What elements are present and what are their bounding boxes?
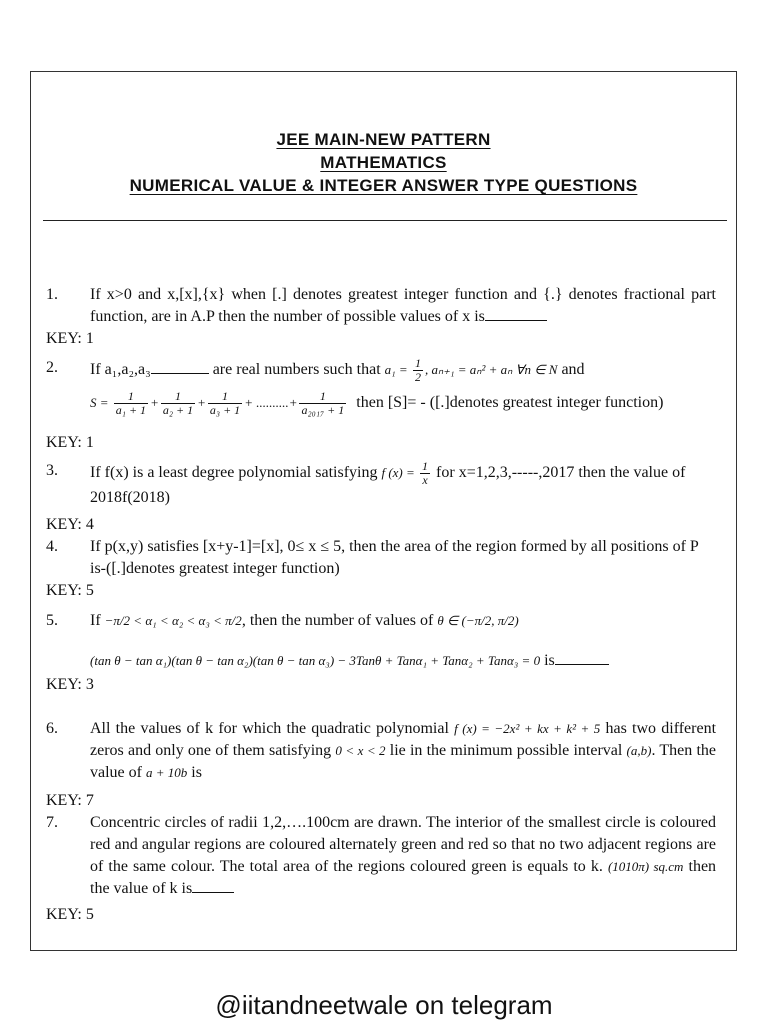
answer-blank bbox=[192, 892, 234, 893]
answer-key-3: KEY: 4 bbox=[46, 516, 94, 533]
answer-blank bbox=[555, 664, 609, 665]
formula: a₁ = bbox=[384, 362, 411, 378]
page-frame bbox=[30, 71, 737, 951]
formula: 0 < x < 2 bbox=[335, 743, 386, 758]
fraction-numerator: 1 bbox=[422, 459, 429, 473]
question-text: , then the number of values of bbox=[241, 612, 434, 629]
question-text: has two different zeros and only one of them satisfying bbox=[90, 720, 717, 759]
question-text: lie in the minimum possible interval bbox=[389, 742, 623, 759]
question-text: for x=1,2,3,-----,2017 then the value of 2018f(2018) bbox=[90, 464, 686, 506]
formula: f (x) = −2x² + kx + k² + 5 bbox=[454, 721, 601, 736]
fraction-numerator: 1 bbox=[114, 390, 148, 404]
question-2-sum: S = $\frac{1}{\text{a₁ + 1}}$ + $\frac{1}{\text{a₂ + 1}}$ + $\frac{1}{\text{a₃ + 1}}$ + ..........+ $\frac{1}{\text{a₂₀₁₇ + 1}}$ then [S]= - ([.]denotes greatest integer function) bbox=[90, 389, 664, 417]
question-number: 6. bbox=[46, 720, 58, 737]
question-number: 2. bbox=[46, 359, 58, 376]
formula: f (x) = bbox=[381, 465, 419, 481]
answer-key-6: KEY: 7 bbox=[46, 792, 94, 809]
question-7 bbox=[46, 812, 716, 900]
formula: θ ∈ (−π/2, π/2) bbox=[437, 613, 519, 628]
fraction-denominator: 2 bbox=[414, 370, 421, 384]
question-text: All the values of k for which the quadratic polynomial bbox=[90, 720, 449, 737]
fraction bbox=[299, 390, 346, 417]
fraction-numerator: 1 bbox=[299, 390, 346, 404]
header-title: JEE MAIN-NEW PATTERN bbox=[276, 130, 491, 149]
formula: a + 10b bbox=[145, 765, 188, 780]
question-4 bbox=[46, 536, 716, 580]
question-text: . Then the value of bbox=[90, 742, 717, 781]
formula: (a,b) bbox=[626, 743, 652, 758]
formula: S = bbox=[90, 395, 112, 411]
question-number: 7. bbox=[46, 814, 58, 831]
header-type: NUMERICAL VALUE & INTEGER ANSWER TYPE QUESTIONS bbox=[129, 176, 638, 195]
answer-key-5: KEY: 3 bbox=[46, 676, 94, 693]
question-3 bbox=[46, 460, 716, 509]
question-1 bbox=[46, 284, 716, 328]
question-number: 3. bbox=[46, 462, 58, 479]
question-text: If p(x,y) satisfies [x+y-1]=[x], 0≤ x ≤ 5, then the area of the region formed by all positions of P is-([.]denotes greatest integer function) bbox=[90, 538, 699, 577]
formula: −π/2 < α₁ < α₂ < α₃ < π/2 bbox=[104, 613, 242, 628]
question-text: If f(x) is a least degree polynomial satisfying bbox=[90, 464, 378, 482]
question-6 bbox=[46, 718, 716, 784]
question-text: Concentric circles of radii 1,2,….100cm are drawn. The interior of the smallest circle is coloured red and angular regions are coloured alternately green and red so that no two adjacent regions are of the same colour. The total area of the regions coloured green is equals to k. bbox=[90, 814, 716, 875]
fraction-denominator: a₂₀₁₇ + 1 bbox=[301, 403, 345, 417]
answer-key-2: KEY: 1 bbox=[46, 434, 94, 451]
question-number: 5. bbox=[46, 612, 58, 629]
answer-key-4: KEY: 5 bbox=[46, 582, 94, 599]
fraction-numerator: 1 bbox=[161, 390, 195, 404]
fraction bbox=[413, 357, 423, 384]
question-number: 4. bbox=[46, 538, 58, 555]
question-5 bbox=[46, 610, 716, 632]
answer-blank bbox=[151, 373, 209, 374]
question-text: If x>0 and x,[x],{x} when [.] denotes greatest integer function and {.} denotes fractional part function, are in A.P then the number of possible values of x is bbox=[90, 286, 716, 325]
fraction-denominator: a₂ + 1 bbox=[162, 403, 194, 417]
question-2 bbox=[46, 357, 716, 384]
fraction-denominator: a₁ + 1 bbox=[115, 403, 147, 417]
question-5-equation bbox=[46, 650, 716, 672]
formula: (tan θ − tan α₁)(tan θ − tan α₂)(tan θ − tan α₃) − 3Tanθ + Tanα₁ + Tanα₂ + Tanα₃ = 0 bbox=[90, 653, 541, 668]
question-text: If a₁,a₂,a₃ bbox=[90, 361, 151, 379]
fraction bbox=[114, 390, 148, 417]
header-subject: MATHEMATICS bbox=[320, 153, 447, 172]
answer-key-7: KEY: 5 bbox=[46, 906, 94, 923]
formula: + ..........+ bbox=[244, 395, 298, 411]
question-text: then [S]= - ([.]denotes greatest integer function) bbox=[356, 394, 664, 412]
telegram-footer: @iitandneetwale on telegram bbox=[215, 990, 553, 1020]
question-text: and bbox=[561, 361, 585, 379]
question-text: then the value of k is bbox=[90, 858, 717, 897]
fraction-denominator: x bbox=[422, 473, 428, 487]
fraction bbox=[161, 390, 195, 417]
formula: , aₙ₊₁ = aₙ² + aₙ ∀n ∈ N bbox=[424, 362, 558, 378]
divider bbox=[43, 220, 727, 221]
answer-key-1: KEY: 1 bbox=[46, 330, 94, 347]
question-text: If bbox=[90, 612, 101, 629]
fraction-numerator: 1 bbox=[208, 390, 242, 404]
header bbox=[31, 128, 736, 197]
fraction bbox=[420, 460, 430, 487]
answer-blank bbox=[485, 320, 547, 321]
question-text: are real numbers such that bbox=[212, 361, 381, 379]
question-text: is bbox=[544, 652, 555, 669]
fraction-numerator: 1 bbox=[414, 356, 421, 370]
fraction-denominator: a₃ + 1 bbox=[209, 403, 241, 417]
question-text: is bbox=[191, 764, 202, 781]
fraction bbox=[208, 390, 242, 417]
question-number: 1. bbox=[46, 286, 58, 303]
formula: (1010π) sq.cm bbox=[607, 859, 684, 874]
